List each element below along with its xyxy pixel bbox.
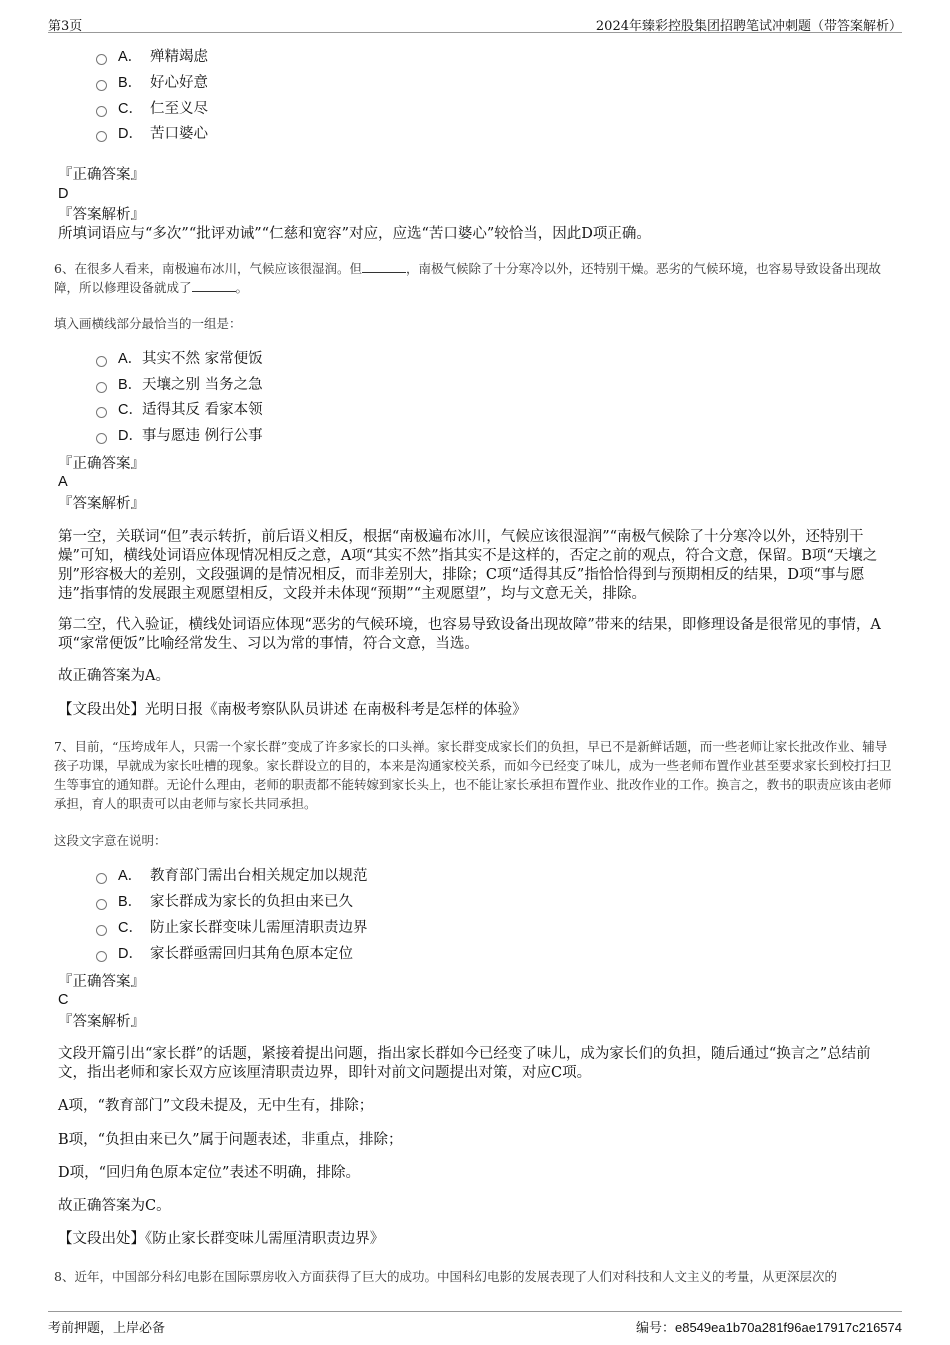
q7-stem: 7、目前，“压垮成年人，只需一个家长群”变成了许多家长的口头禅。家长群变成家长们的负担，早已不是新鲜话题，而一些老师让家长批改作业、辅导孩子功课，早就成为家长吐槽的现象。家长群设立的目的，本来是沟通家校关系，而如今已经变了味儿，成为一些老师布置作业甚至要求家长到校打扫卫生等事宜的通知群。无论什么理由，老师的职责都不能转嫁到家长头上，也不能让家长承担布置作业、批改作业的工作。换言之，教书的职责应该由老师承担，育人的职责可以由老师与家长共同承担。 [54, 739, 892, 811]
q6-conclusion: 故正确答案为A。 [58, 668, 170, 684]
q7-option-c[interactable]: C． 防止家长群变味儿需厘清职责边界 [96, 918, 368, 938]
q6-option-d[interactable]: D．事与愿违 例行公事 [96, 426, 263, 446]
radio-icon[interactable] [96, 407, 107, 418]
blank-line [192, 279, 236, 292]
radio-icon[interactable] [96, 899, 107, 910]
q7-analysis-b: B项，“负担由来已久”属于问题表述，非重点，排除； [58, 1132, 403, 1148]
q6-answer: A [58, 474, 68, 490]
radio-icon[interactable] [96, 951, 107, 962]
q6-analysis-label: 『答案解析』 [58, 496, 145, 512]
document-title: 2024年臻彩控股集团招聘笔试冲刺题（带答案解析） [595, 19, 902, 34]
q5-option-d[interactable]: D． 苦口婆心 [96, 124, 208, 144]
q5-analysis: 所填词语应与“多次”“批评劝诫”“仁慈和宽容”对应，应选“苦口婆心”较恰当，因此D项正确。 [58, 226, 651, 242]
q5-analysis-label: 『答案解析』 [58, 207, 145, 223]
q8-stem: 8、近年，中国部分科幻电影在国际票房收入方面获得了巨大的成功。中国科幻电影的发展表现了人们对科技和人文主义的考量，从更深层次的 [54, 1269, 837, 1284]
q7-option-b[interactable]: B． 家长群成为家长的负担由来已久 [96, 892, 353, 912]
radio-icon[interactable] [96, 356, 107, 367]
document-code: 编号：e8549ea1b70a281f96ae17917c216574 [635, 1320, 902, 1336]
q7-correct-label: 『正确答案』 [58, 974, 145, 990]
q5-option-b[interactable]: B． 好心好意 [96, 73, 208, 93]
q7-option-d[interactable]: D． 家长群亟需回归其角色原本定位 [96, 944, 353, 964]
page-footer [48, 1311, 902, 1338]
radio-icon[interactable] [96, 925, 107, 936]
q6-source: 【文段出处】光明日报《南极考察队队员讲述 在南极科考是怎样的体验》 [58, 702, 527, 718]
q7-analysis-1: 文段开篇引出“家长群”的话题，紧接着提出问题，指出家长群如今已经变了味儿，成为家长们的负担，随后通过“换言之”总结前文，指出老师和家长双方应该厘清职责边界，即针对前文问题提出对策，对应C项。 [58, 1046, 871, 1081]
q6-correct-label: 『正确答案』 [58, 456, 145, 472]
q7-analysis-d: D项，“回归角色原本定位”表述不明确，排除。 [58, 1165, 360, 1181]
radio-icon[interactable] [96, 131, 107, 142]
radio-icon[interactable] [96, 433, 107, 444]
q7-prompt: 这段文字意在说明： [54, 833, 167, 848]
radio-icon[interactable] [96, 54, 107, 65]
q7-answer: C [58, 992, 69, 1008]
footer-slogan: 考前押题，上岸必备 [48, 1321, 166, 1336]
radio-icon[interactable] [96, 106, 107, 117]
q5-correct-label: 『正确答案』 [58, 167, 145, 183]
q6-analysis-1: 第一空，关联词“但”表示转折，前后语义相反，根据“南极遍布冰川，气候应该很湿润”“南极气候除了十分寒冷以外，还特别干燥”可知，横线处词语应体现情况相反之意，A项“其实不然”指其实不是这样的，否定之前的观点，符合文意，保留。B项“天壤之别”形容极大的差别，文段强调的是情况相反，而非差别大，排除；C项“适得其反”指恰恰得到与预期相反的结果，D项“事与愿违”指事情的发展跟主观愿望相反，文段并未体现“预期”“主观愿望”，均与文意无关，排除。 [58, 529, 878, 602]
q6-prompt: 填入画横线部分最恰当的一组是： [54, 316, 242, 331]
radio-icon[interactable] [96, 382, 107, 393]
q7-conclusion: 故正确答案为C。 [58, 1198, 171, 1214]
radio-icon[interactable] [96, 873, 107, 884]
q6-option-b[interactable]: B．天壤之别 当务之急 [96, 375, 263, 395]
q7-option-a[interactable]: A． 教育部门需出台相关规定加以规范 [96, 866, 368, 886]
blank-line [362, 260, 406, 273]
q6-analysis-2: 第二空，代入验证，横线处词语应体现“恶劣的气候环境，也容易导致设备出现故障”带来的结果，即修理设备是很常见的事情，A项“家常便饭”比喻经常发生、习以为常的事情，符合文意，当选。 [58, 617, 881, 652]
page-number: 第3页 [48, 19, 83, 34]
page-header [48, 12, 902, 33]
q5-answer: D [58, 186, 69, 202]
radio-icon[interactable] [96, 80, 107, 91]
q6-option-a[interactable]: A．其实不然 家常便饭 [96, 349, 263, 369]
q5-option-a[interactable]: A． 殚精竭虑 [96, 47, 208, 67]
q7-analysis-label: 『答案解析』 [58, 1014, 145, 1030]
q6-option-c[interactable]: C．适得其反 看家本领 [96, 400, 263, 420]
q7-analysis-a: A项，“教育部门”文段未提及，无中生有，排除； [58, 1098, 374, 1114]
q6-stem: 6、在很多人看来，南极遍布冰川，气候应该很湿润。但 ，南极气候除了十分寒冷以外，还特别干燥。恶劣的气候环境，也容易导致设备出现故障，所以修理设备就成了 。 [54, 261, 881, 295]
q7-source: 【文段出处】《防止家长群变味儿需厘清职责边界》 [58, 1231, 385, 1247]
q5-option-c[interactable]: C． 仁至义尽 [96, 99, 208, 119]
